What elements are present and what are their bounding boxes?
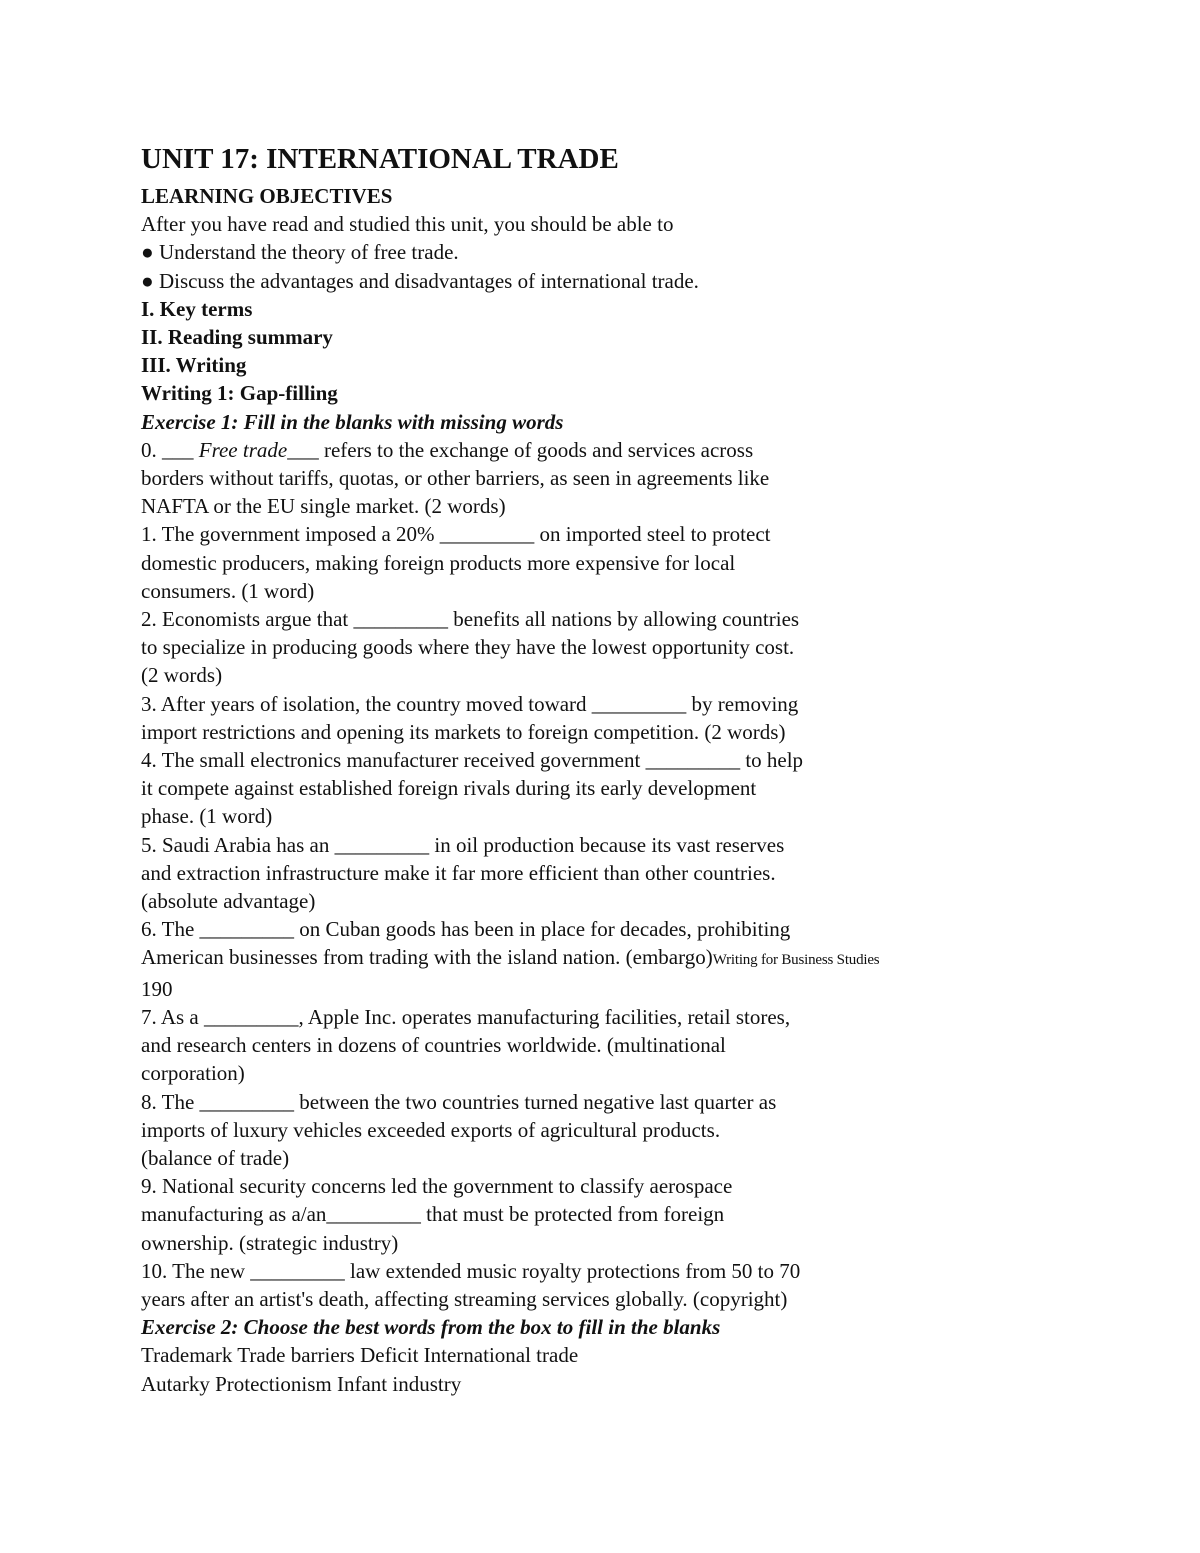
exercise-line: 5. Saudi Arabia has an _________ in oil production because its vast reserves xyxy=(141,832,785,857)
exercise-line: domestic producers, making foreign products more expensive for local xyxy=(141,550,736,575)
exercise-line: imports of luxury vehicles exceeded exports of agricultural products. xyxy=(141,1117,721,1142)
exercise-line: 1. The government imposed a 20% _________ on imported steel to protect xyxy=(141,522,771,547)
exercise-line: 3. After years of isolation, the country moved toward _________ by removing xyxy=(141,691,799,716)
word-box-line: Autarky Protectionism Infant industry xyxy=(141,1371,462,1396)
exercise-line: 0. ___ Free trade___ refers to the exchange of goods and services across xyxy=(141,437,754,462)
exercise-line: it compete against established foreign rivals during its early development xyxy=(141,776,757,801)
example-answer: Free trade xyxy=(198,437,288,462)
exercise-line: 8. The _________ between the two countries turned negative last quarter as xyxy=(141,1089,777,1114)
exercise-line: and research centers in dozens of countries worldwide. (multinational xyxy=(141,1033,726,1058)
exercise-line: (2 words) xyxy=(141,663,223,688)
unit-title: UNIT 17: INTERNATIONAL TRADE xyxy=(141,143,619,175)
word-box-line: Trademark Trade barriers Deficit International trade xyxy=(141,1343,579,1368)
section-heading-gap-filling: Writing 1: Gap-filling xyxy=(141,381,338,406)
objectives-intro: After you have read and studied this unit, you should be able to xyxy=(141,212,674,237)
document-page xyxy=(141,140,1151,1398)
exercise-line: and extraction infrastructure make it far more efficient than other countries. xyxy=(141,860,776,885)
exercise-line: manufacturing as a/an_________ that must be protected from foreign xyxy=(141,1202,725,1227)
exercise-line: (balance of trade) xyxy=(141,1145,290,1170)
exercise-line: 4. The small electronics manufacturer received government _________ to help xyxy=(141,748,804,773)
exercise-line: NAFTA or the EU single market. (2 words) xyxy=(141,494,506,519)
exercise2-heading: Exercise 2: Choose the best words from the box to fill in the blanks xyxy=(141,1315,721,1340)
objective-text: Understand the theory of free trade. xyxy=(158,240,459,265)
exercise-line: import restrictions and opening its markets to foreign competition. (2 words) xyxy=(141,719,786,744)
exercise-line: 10. The new _________ law extended music royalty protections from 50 to 70 xyxy=(141,1258,801,1283)
exercise-line: 7. As a _________, Apple Inc. operates manufacturing facilities, retail stores, xyxy=(141,1004,791,1029)
page-number: 190 xyxy=(141,976,173,1001)
exercise-line: phase. (1 word) xyxy=(141,804,273,829)
bullet-icon: ● xyxy=(141,268,154,293)
running-footer: Writing for Business Studies xyxy=(712,952,880,969)
section-heading-reading-summary: II. Reading summary xyxy=(141,325,333,350)
exercise-line: to specialize in producing goods where they have the lowest opportunity cost. xyxy=(141,635,795,660)
exercise-line: 9. National security concerns led the government to classify aerospace xyxy=(141,1174,733,1199)
exercise-line: American businesses from trading with the island nation. (embargo)Writing for Business Studies xyxy=(141,945,880,970)
bullet-icon: ● xyxy=(141,240,154,265)
objectives-heading: LEARNING OBJECTIVES xyxy=(141,184,393,208)
objective-item xyxy=(141,238,1151,266)
exercise-line: ownership. (strategic industry) xyxy=(141,1230,399,1255)
exercise-line: corporation) xyxy=(141,1061,245,1086)
exercise-line: 6. The _________ on Cuban goods has been in place for decades, prohibiting xyxy=(141,917,791,942)
objective-text: Discuss the advantages and disadvantages of international trade. xyxy=(158,268,699,293)
section-heading-key-terms: I. Key terms xyxy=(141,296,253,321)
exercise-line: borders without tariffs, quotas, or other barriers, as seen in agreements like xyxy=(141,466,770,491)
exercise1-heading: Exercise 1: Fill in the blanks with missing words xyxy=(141,409,564,434)
exercise-line: consumers. (1 word) xyxy=(141,578,315,603)
section-heading-writing: III. Writing xyxy=(141,353,247,378)
exercise-line: 2. Economists argue that _________ benefits all nations by allowing countries xyxy=(141,607,800,632)
objective-item xyxy=(141,267,1151,295)
exercise-line: (absolute advantage) xyxy=(141,889,316,914)
exercise-line: years after an artist's death, affecting streaming services globally. (copyright) xyxy=(141,1286,788,1311)
